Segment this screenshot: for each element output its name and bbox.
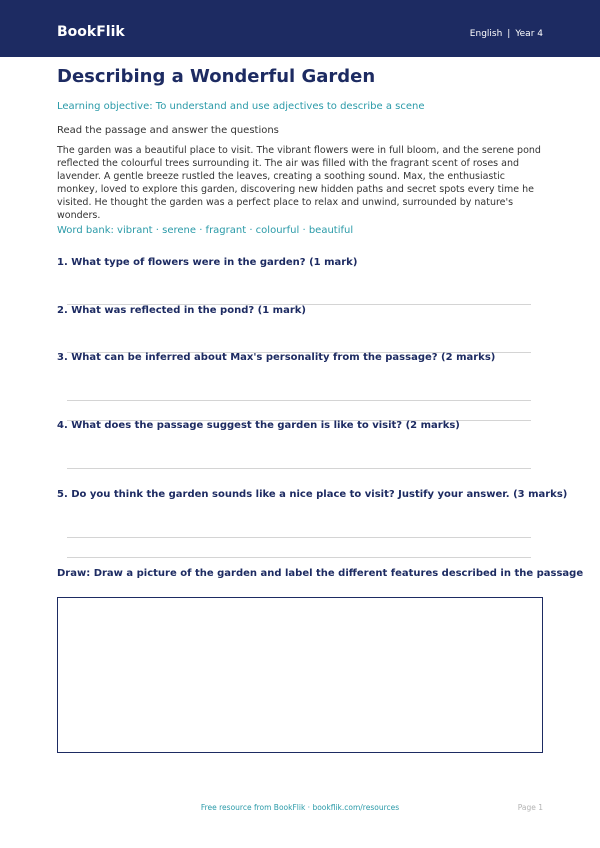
breadcrumb-separator: | — [507, 29, 511, 39]
question-5: 5. Do you think the garden sounds like a nice place to visit? Justify your answer. (3 marks) — [57, 489, 568, 500]
question-4: 4. What does the passage suggest the garden is like to visit? (2 marks) — [57, 420, 460, 431]
instruction-text: Read the passage and answer the questions — [57, 125, 279, 136]
draw-prompt: Draw: Draw a picture of the garden and label the different features described in the passage — [57, 568, 584, 579]
brand-logo[interactable]: BookFlik — [57, 24, 125, 40]
page-title: Describing a Wonderful Garden — [57, 66, 376, 87]
word-bank: Word bank: vibrant · serene · fragrant · colourful · beautiful — [57, 225, 354, 236]
answer-line-5a[interactable] — [67, 537, 531, 538]
drawing-area[interactable] — [57, 597, 543, 753]
page-number: Page 1 — [517, 803, 543, 812]
question-2: 2. What was reflected in the pond? (1 mark) — [57, 305, 306, 316]
answer-line-4[interactable] — [67, 468, 531, 469]
header-bar — [0, 0, 600, 57]
reading-passage: The garden was a beautiful place to visit. The vibrant flowers were in full bloom, and the serene pond reflected the colourful trees surrounding it. The air was filled with the fragrant scent of roses and lavender. A gentle breeze rustled the leaves, creating a soothing sound. Max, the enthusiastic monkey, loved to explore this garden, discovering new hidden paths and secret spots every time he visited. He thought the garden was a perfect place to relax and unwind, surrounded by nature's wonders. — [57, 145, 541, 221]
answer-line-5b[interactable] — [67, 557, 531, 558]
question-1: 1. What type of flowers were in the garden? (1 mark) — [57, 257, 358, 268]
learning-objective: Learning objective: To understand and use adjectives to describe a scene — [57, 101, 425, 112]
subject-label: English — [469, 29, 503, 39]
question-3: 3. What can be inferred about Max's personality from the passage? (2 marks) — [57, 352, 496, 363]
footer-text[interactable]: Free resource from BookFlik · bookflik.com/resources — [200, 803, 400, 812]
answer-line-3a[interactable] — [67, 400, 531, 401]
year-label: Year 4 — [515, 29, 543, 39]
breadcrumb — [470, 28, 543, 40]
